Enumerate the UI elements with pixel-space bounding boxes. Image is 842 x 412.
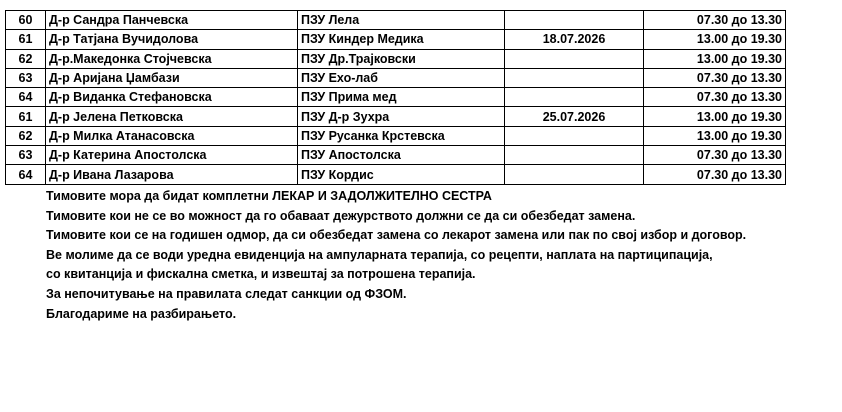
duty-date (505, 165, 644, 184)
institution-name: ПЗУ Апостолска (298, 146, 505, 165)
institution-name: ПЗУ Русанка Крстевска (298, 126, 505, 145)
duty-time: 07.30 до 13.30 (644, 165, 786, 184)
duty-time: 13.00 до 19.30 (644, 126, 786, 145)
duty-date (505, 68, 644, 87)
note-line: Ве молиме да се води уредна евиденција на ампуларната терапија, со рецепти, наплата на партиципација, (46, 247, 713, 262)
duty-time: 07.30 до 13.30 (644, 11, 786, 30)
note-line: со квитанција и фискална сметка, и извештај за потрошена терапија. (46, 267, 476, 282)
institution-name: ПЗУ Киндер Медика (298, 30, 505, 49)
row-number: 61 (6, 30, 46, 49)
row-number: 64 (6, 165, 46, 184)
institution-name: ПЗУ Др.Трајковски (298, 49, 505, 68)
row-number: 61 (6, 107, 46, 126)
note-line: За непочитување на правилата следат санкции од ФЗОМ. (46, 286, 407, 301)
duty-time: 13.00 до 19.30 (644, 107, 786, 126)
institution-name: ПЗУ Д-р Зухра (298, 107, 505, 126)
table-row (6, 49, 786, 68)
note-line: Тимовите кои се на годишен одмор, да си обезбедат замена со лекарот замена или пак по свој избор и договор. (46, 228, 747, 243)
doctor-name: Д-р Виданка Стефановска (46, 88, 298, 107)
duty-date: 18.07.2026 (505, 30, 644, 49)
row-number: 64 (6, 88, 46, 107)
doctor-name: Д-р Ивана Лазарова (46, 165, 298, 184)
doctor-name: Д-р Сандра Панчевска (46, 11, 298, 30)
table-row (6, 88, 786, 107)
institution-name: ПЗУ Ехо-лаб (298, 68, 505, 87)
doctor-name: Д-р Катерина Апостолска (46, 146, 298, 165)
table-row (6, 107, 786, 126)
table-row (6, 11, 786, 30)
row-number: 63 (6, 146, 46, 165)
note-line: Тимовите мора да бидат комплетни ЛЕКАР И ЗАДОЛЖИТЕЛНО СЕСТРА (46, 189, 492, 203)
doctor-name: Д-р Јелена Петковска (46, 107, 298, 126)
duty-time: 07.30 до 13.30 (644, 68, 786, 87)
row-number: 62 (6, 49, 46, 68)
doctor-name: Д-р Татјана Вучидолова (46, 30, 298, 49)
row-number: 60 (6, 11, 46, 30)
row-number: 63 (6, 68, 46, 87)
row-number: 62 (6, 126, 46, 145)
institution-name: ПЗУ Прима мед (298, 88, 505, 107)
doctor-name: Д-р Аријана Џамбази (46, 68, 298, 87)
duty-date (505, 126, 644, 145)
duty-date (505, 49, 644, 68)
table-row (6, 30, 786, 49)
doctor-name: Д-р.Македонка Стојчевска (46, 49, 298, 68)
doctor-name: Д-р Милка Атанасовска (46, 126, 298, 145)
note-line: Благодариме на разбирањето. (46, 306, 237, 321)
notes-block (46, 187, 746, 324)
duty-schedule-table (5, 10, 786, 185)
note-line: Тимовите кои не се во можност да го обаваат дежурството должни се да си обезбедат замена. (46, 208, 636, 223)
table-row (6, 68, 786, 87)
duty-time: 07.30 до 13.30 (644, 88, 786, 107)
duty-date (505, 88, 644, 107)
institution-name: ПЗУ Лела (298, 11, 505, 30)
duty-time: 13.00 до 19.30 (644, 30, 786, 49)
institution-name: ПЗУ Кордис (298, 165, 505, 184)
duty-date (505, 146, 644, 165)
table-row (6, 165, 786, 184)
table-row (6, 146, 786, 165)
duty-time: 13.00 до 19.30 (644, 49, 786, 68)
duty-date: 25.07.2026 (505, 107, 644, 126)
table-row (6, 126, 786, 145)
duty-time: 07.30 до 13.30 (644, 146, 786, 165)
duty-date (505, 11, 644, 30)
